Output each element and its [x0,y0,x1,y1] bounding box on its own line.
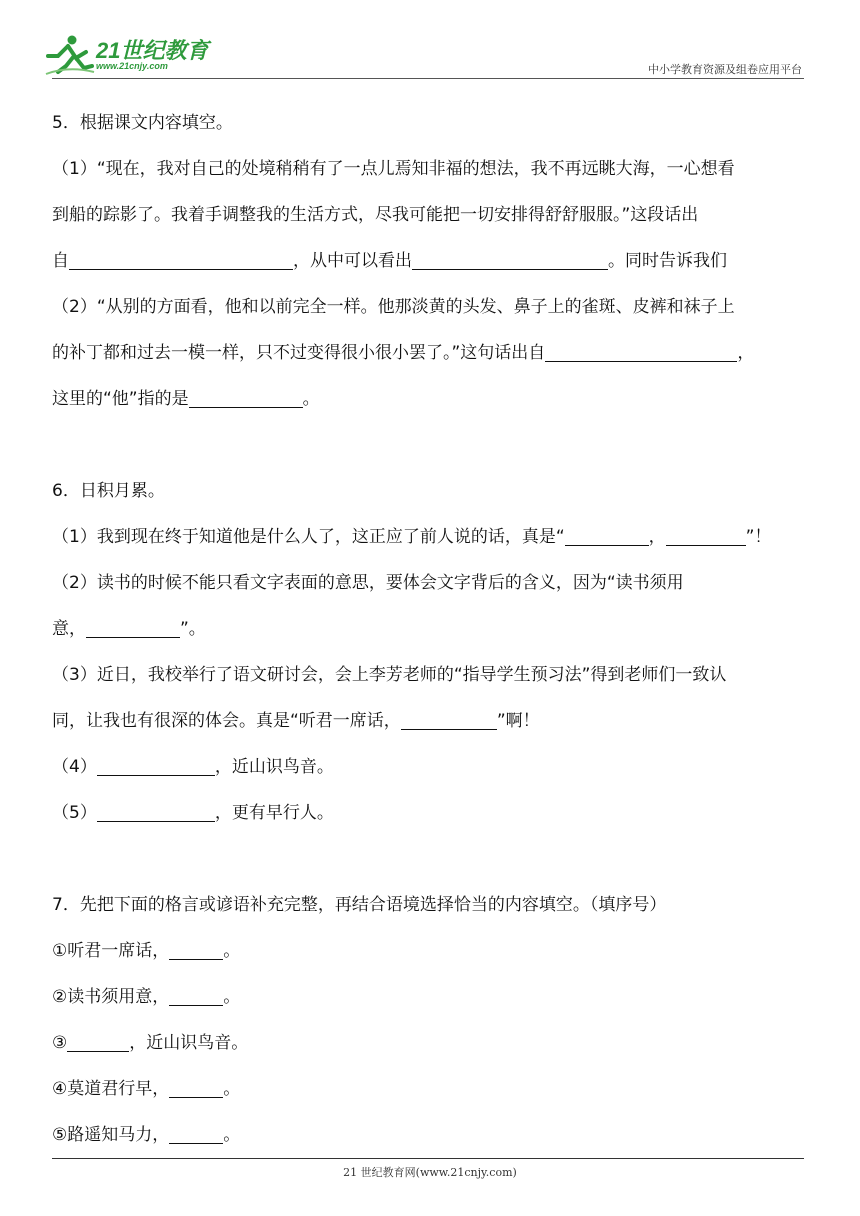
q6-line-6 [52,748,812,794]
q6-line-5-text-b: ”啊！ [496,711,540,731]
answer-blank[interactable] [67,1033,129,1052]
answer-blank[interactable] [545,343,737,362]
q5-line-4: （2）“从别的方面看，他和以前完全一样。他那淡黄的头发、鼻子上的雀斑、皮裤和袜子上 [52,297,735,317]
q7-item-4 [52,1070,812,1116]
q7-item-5 [52,1116,812,1162]
logo-url: www.21cnjy.com [96,61,168,71]
q7-item-2 [52,978,812,1024]
q6-line-4: （3）近日，我校举行了语文研讨会，会上李芳老师的“指导学生预习法”得到老师们一致认 [52,665,727,685]
q6-line-7-text-a: （5） [52,803,97,823]
header-divider [52,78,804,79]
runner-logo-icon [44,34,96,76]
page-header [0,0,860,80]
answer-blank[interactable] [565,527,649,546]
q6-line-5-text-a: 同，让我也有很深的体会。真是“听君一席话， [52,711,401,731]
q6-line-7-text-b: ，更有早行人。 [214,803,334,823]
q6-line-3-text-b: ”。 [180,619,206,639]
q6-line-5 [52,702,812,748]
footer-divider [52,1158,804,1159]
q7-item-2-text-b: 。 [223,987,241,1007]
q7-item-1-text-a: ①听君一席话， [52,941,170,961]
q6-line-1-text-b: ， [648,527,666,547]
q5-line-5 [52,334,812,380]
q7-item-3-text-a: ③ [52,1033,68,1053]
q6-line-1-text-c: ”！ [745,527,772,547]
q5-title: 5．根据课文内容填空。 [52,113,233,133]
q7-item-1-text-b: 。 [223,941,241,961]
worksheet-content [52,104,812,1162]
section-gap [52,840,812,886]
answer-blank[interactable] [86,619,180,638]
q7-item-4-text-a: ④莫道君行早， [52,1079,170,1099]
answer-blank[interactable] [169,1125,223,1144]
q7-item-2-text-a: ②读书须用意， [52,987,170,1007]
section-gap [52,426,812,472]
q7-item-4-text-b: 。 [223,1079,241,1099]
q5-line-3-text-a: 自 [52,251,69,271]
header-platform-text: 中小学教育资源及组卷应用平台 [648,63,802,76]
q5-line-3 [52,242,812,288]
q5-line-6-text-b: 。 [302,389,320,409]
q5-line-2: 到船的踪影了。我着手调整我的生活方式，尽我可能把一切安排得舒舒服服。”这段话出 [52,205,699,225]
q7-item-3-text-b: ，近山识鸟音。 [129,1033,249,1053]
q5-line-5-text-a: 的补丁都和过去一模一样，只不过变得很小很小罢了。”这句话出自 [52,343,546,363]
q5-line-6 [52,380,812,426]
answer-blank[interactable] [97,803,215,822]
q5-line-6-text-a: 这里的“他”指的是 [52,389,189,409]
logo-title: 21世纪教育 [96,38,209,63]
q6-line-1-text-a: （1）我到现在终于知道他是什么人了，这正应了前人说的话，真是“ [52,527,565,547]
site-logo[interactable] [44,34,244,78]
q7-item-5-text-b: 。 [223,1125,241,1145]
q5-line-3-text-c: 。同时告诉我们 [608,251,727,271]
answer-blank[interactable] [666,527,746,546]
q5-line-5-text-b: ， [737,343,755,363]
q6-line-7 [52,794,812,840]
answer-blank[interactable] [169,987,223,1006]
q7-item-3 [52,1024,812,1070]
answer-blank[interactable] [97,757,215,776]
page-footer[interactable]: 21 世纪教育网(www.21cnjy.com) [343,1166,517,1179]
q6-line-1 [52,518,812,564]
q6-line-2: （2）读书的时候不能只看文字表面的意思，要体会文字背后的含义，因为“读书须用 [52,573,684,593]
answer-blank[interactable] [189,389,303,408]
q6-title: 6．日积月累。 [52,481,165,501]
q6-line-6-text-a: （4） [52,757,97,777]
answer-blank[interactable] [169,941,223,960]
answer-blank[interactable] [412,251,608,270]
q5-line-3-text-b: ，从中可以看出 [293,251,412,271]
q6-line-3 [52,610,812,656]
q6-line-3-text-a: 意， [52,619,86,639]
answer-blank[interactable] [169,1079,223,1098]
q7-item-5-text-a: ⑤路遥知马力， [52,1125,170,1145]
q6-line-6-text-b: ，近山识鸟音。 [214,757,334,777]
q5-line-1: （1）“现在，我对自己的处境稍稍有了一点儿焉知非福的想法，我不再远眺大海，一心想看 [52,159,735,179]
q7-item-1 [52,932,812,978]
answer-blank[interactable] [401,711,497,730]
answer-blank[interactable] [69,251,293,270]
q7-title: 7．先把下面的格言或谚语补充完整，再结合语境选择恰当的内容填空。（填序号） [52,895,667,915]
